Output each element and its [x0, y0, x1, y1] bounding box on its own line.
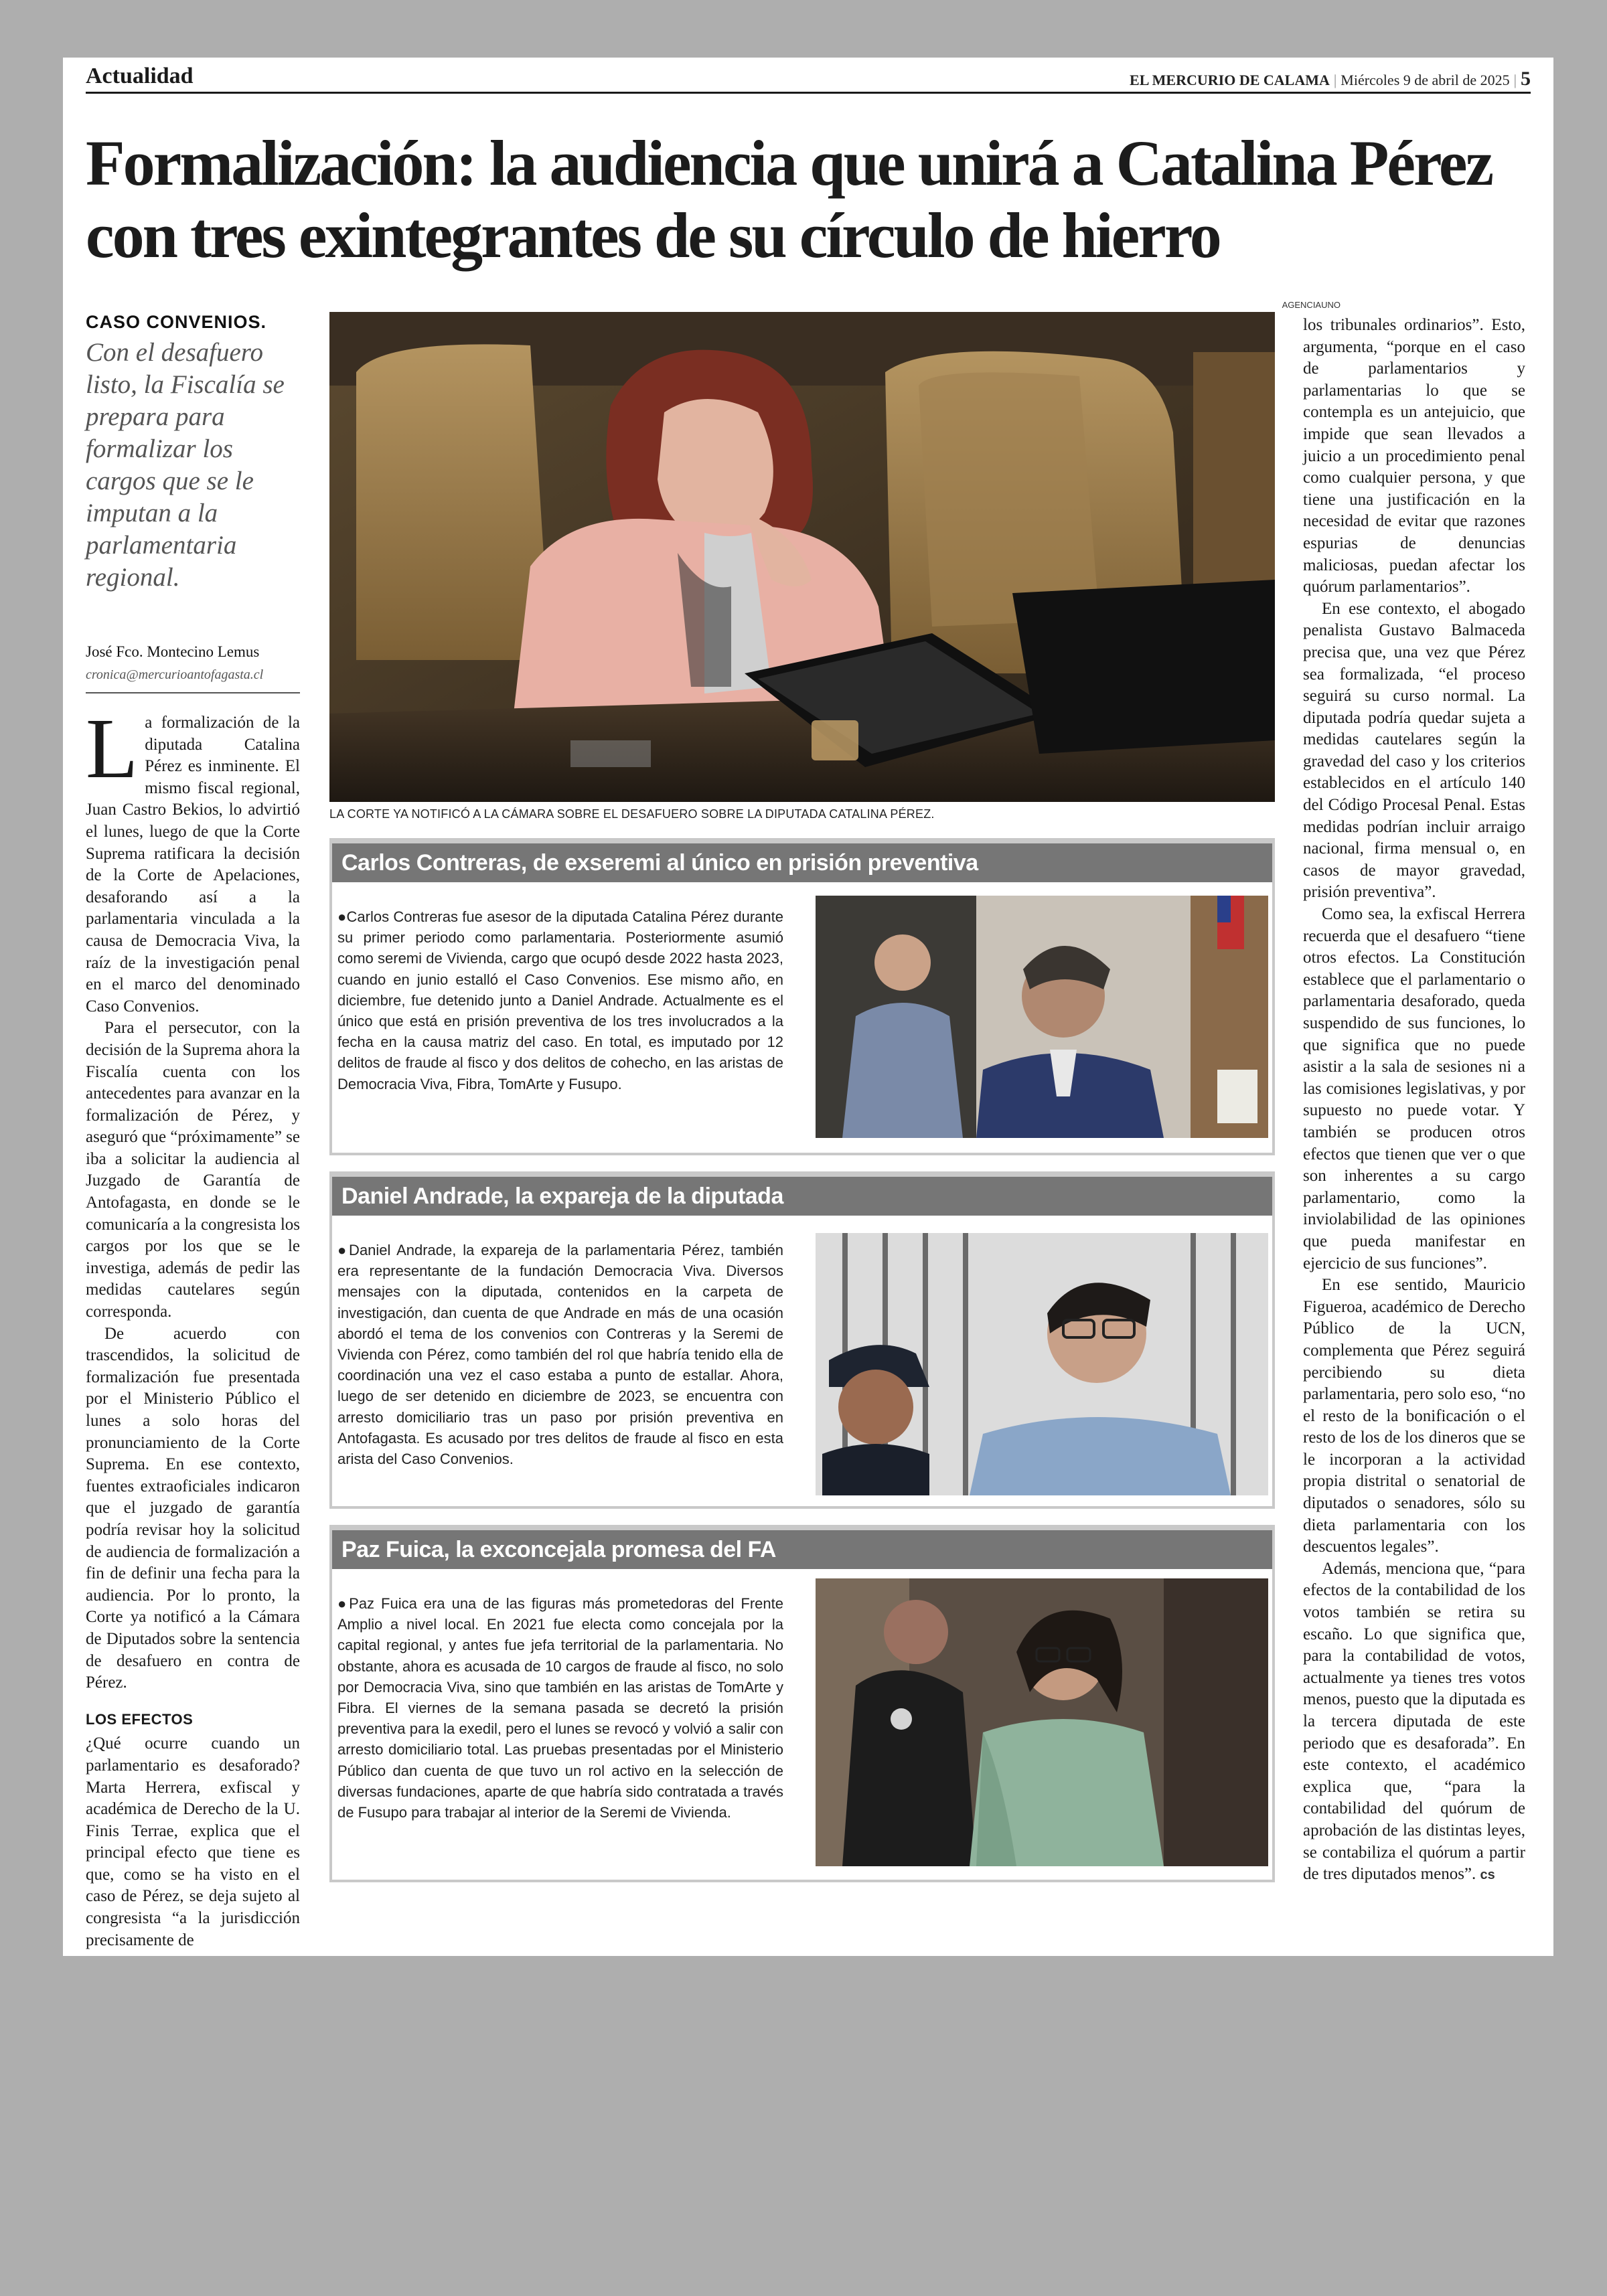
newspaper-page: [63, 58, 1553, 1956]
right-body: [1303, 315, 1525, 1886]
end-mark: cs: [1480, 1868, 1495, 1883]
right-column: [1303, 315, 1525, 1886]
photo-fuica: [816, 1578, 1268, 1866]
paragraph: Como sea, la exfiscal Herrera recuerda que el desafuero “tiene otros efectos. La Constitución establece que el parlamentario o parlamentaria desaforado, queda suspendido de sus funciones, lo que significa que no puede asistir a la sala de sesiones ni a las comisiones legislativas, y por supuesto no puede votar. Y también se producen otros efectos que tienen que ver o que son inherentes a su cargo parlamentario, como la inviolabilidad de las opiniones que pueda manifestar en ejercicio de sus funciones”.: [1303, 905, 1525, 1273]
photo-contreras: [816, 896, 1268, 1138]
sidebar-box-contreras: [329, 838, 1275, 1155]
byline-divider: [86, 692, 300, 693]
paragraph: Para el persecutor, con la decisión de la Suprema ahora la Fiscalía cuenta con los antecedentes para avanzar en la formalización de Pérez, y aseguró que “próximamente” se iba a solicitar la audiencia al Juzgado de Garantía de Antofagasta, en donde se le comunicaría a la congresista los cargos por los que se le investiga, además de pedir las medidas cautelares según corresponda.: [86, 1019, 301, 1321]
box-text: ●Paz Fuica era una de las figuras más prometedoras del Frente Amplio a nivel local. En 2021 fue electa como concejala por la capital regional, y antes fue jefa territorial de la parlamentaria. No obstante, ahora es acusada de 10 cargos de fraude al fisco, no solo por Democracia Viva, sino que también en las aristas de TomArte y Fibra. El viernes de la semana pasada se decretó la prisión preventiva para la exedil, pero el lunes se revocó y volvió a salir con arresto domiciliario total. Las pruebas presentadas por el Ministerio Público dan cuenta de que tuvo un rol activo en la selección de diversas fundaciones, aparte de que habría sido contratada a través de Fusupo para trabajar al interior de la Seremi de Vivienda.: [337, 1595, 783, 1821]
header-separator: |: [1513, 72, 1517, 88]
paragraph: De acuerdo con trascendidos, la solicitud de formalización fue presentada por el Ministerio Público el lunes a solo horas del pronunciamiento de la Corte Suprema. En ese contexto, fuentes extraoficiales indicaron que el juzgado de garantía podría revisar hoy la solicitud de audiencia de formalización a fin de definir una fecha para la audiencia. Por lo pronto, la Corte ya notificó a la Cámara de Diputados sobre la sentencia de desafuero en contra de Pérez.: [86, 1324, 300, 1692]
author-email: cronica@mercurioantofagasta.cl: [86, 667, 264, 682]
photo-fuica-illustration: [816, 1578, 1268, 1866]
newspaper-name: EL MERCURIO DE CALAMA: [1130, 72, 1330, 88]
box-text: ●Carlos Contreras fue asesor de la diputada Catalina Pérez durante su primer periodo como parlamentaria. Posteriormente asumió como seremi de Vivienda, cargo que ocupó desde 2022 hasta 2023, cuando en junio estalló el Caso Convenios. Ese mismo año, en diciembre, fue detenido junto a Daniel Andrade. Actualmente es el único que está en prisión preventiva de los tres involucrados a la fecha en la causa matriz del caso. En total, es imputado por 12 delitos de fraude al fisco y dos delitos de cohecho, en las aristas de Democracia Viva, Fibra, TomArte y Fusupo.: [337, 908, 783, 1092]
photo-caption: LA CORTE YA NOTIFICÓ A LA CÁMARA SOBRE EL DESAFUERO SOBRE LA DIPUTADA CATALINA PÉREZ.: [329, 807, 935, 821]
subhead: LOS EFECTOS: [86, 1710, 194, 1728]
paragraph-text: a formalización de la diputada Catalina Pérez es inminente. El mismo fiscal regional, Juan Castro Bekios, lo advirtió el lunes, luego de que la Corte Suprema ratificara la decisión de la Corte de Apelaciones, desaforando así a la parlamentaria vinculada a la causa de Democracia Viva, la raíz de la investigación penal en el marco del denominado Caso Convenios.: [86, 714, 300, 1015]
photo-contreras-illustration: [816, 896, 1268, 1138]
deck: Con el desafuero listo, la Fiscalía se prepara para formalizar los cargos que se le imputan a la parlamentaria regional.: [86, 338, 285, 592]
byline: José Fco. Montecino Lemus: [86, 643, 260, 660]
main-photo: [329, 312, 1275, 802]
box-text: ●Daniel Andrade, la expareja de la parlamentaria Pérez, también era representante de la fundación Democracia Viva. Diversos mensajes con la diputada, contenidos en la carpeta de investigación, dan cuenta de que Andrade en más de una ocasión abordó el tema de los convenios con Contreras y la Seremi de Vivienda con Pérez, como también del rol que habría tenido ella de coordinación una vez el caso estaba a punto de estallar. Ahora, luego de ser detenido en diciembre de 2023, se encuentra con arresto domiciliario tras un paso por prisión preventiva en Antofagasta. Es acusado por tres delitos de fraude al fisco en esta arista del Caso Convenios.: [337, 1242, 783, 1468]
page-number: 5: [1521, 68, 1531, 90]
photo-andrade: [816, 1233, 1268, 1495]
left-body: [86, 701, 301, 1951]
paragraph: En ese contexto, el abogado penalista Gustavo Balmaceda precisa que, una vez que Pérez sea formalizada, “el proceso seguirá su curso normal. La diputada podría quedar sujeta a medidas cautelares según la gravedad del caso y los criterios establecidos en el artículo 140 del Código Procesal Penal. Estas medidas podrían incluir arraigo nacional, firma mensual o, en casos de mayor gravedad, prisión preventiva”.: [1303, 599, 1525, 902]
photo-credit: AGENCIAUNO: [1282, 300, 1341, 310]
paragraph: ¿Qué ocurre cuando un parlamentario es desaforado? Marta Herrera, exfiscal y académica de Derecho de la U. Finis Terrae, explica que el principal efecto que tiene es que, como se ha visto en el caso de Pérez, se deja sujeto al congresista “a la jurisdicción precisamente de: [86, 1734, 300, 1949]
paragraph: [1303, 1558, 1525, 1886]
left-column: [86, 312, 367, 1951]
header-separator: |: [1333, 72, 1337, 88]
paragraph: los tribunales ordinarios”. Esto, argumenta, “porque en el caso de parlamentarios y parlamentarias lo que se contempla es un antejuicio, que impide que sean llevados a juicio a un procedimiento penal como cualquier persona, y que tiene una justificación en la necesidad de evitar que razones espurias de denuncias maliciosas, puedan afectar los quórum parlamentarios”.: [1303, 316, 1525, 596]
drop-cap: L: [86, 701, 139, 796]
main-photo-illustration: [329, 312, 1275, 802]
section-label: Actualidad: [86, 64, 194, 88]
header-info: [1130, 69, 1531, 89]
box-title: Carlos Contreras, de exseremi al único en prisión preventiva: [332, 843, 1272, 882]
paragraph-text: Además, menciona que, “para efectos de la contabilidad de los votos también se retira su escaño. Lo que significa que, para la contabilidad de votos, actualmente ya tienes tres votos menos, puesto que la diputada es la tercera diputada de este periodo que es desaforada”. En este contexto, el académico explica que, “para la contabilidad del quórum de aprobación de las distintas leyes, se contabiliza el quórum a partir de tres diputados menos”.: [1303, 1559, 1525, 1884]
box-title: Daniel Andrade, la expareja de la diputada: [332, 1177, 1272, 1216]
photo-andrade-illustration: [816, 1233, 1268, 1495]
sidebar-box-andrade: [329, 1171, 1275, 1509]
sidebar-box-fuica: [329, 1525, 1275, 1882]
issue-date: Miércoles 9 de abril de 2025: [1341, 72, 1510, 88]
box-title: Paz Fuica, la exconcejala promesa del FA: [332, 1530, 1272, 1569]
paragraph: [86, 701, 300, 1017]
kicker: CASO CONVENIOS.: [86, 312, 267, 332]
page-header: [86, 64, 1531, 94]
article-headline: Formalización: la audiencia que unirá a Catalina Pérez con tres exintegrantes de su círculo de hierro: [86, 127, 1493, 271]
paragraph: En ese sentido, Mauricio Figueroa, académico de Derecho Público de la UCN, complementa que Pérez seguirá percibiendo su dieta parlamentaria, pero solo eso, “no el resto de la bonificación o el resto de los de los dineros que se le incorporan a la actividad propia distrital o senatorial de diputados o senadores, sólo su dieta parlamentaria con los descuentos legales”.: [1303, 1276, 1525, 1556]
